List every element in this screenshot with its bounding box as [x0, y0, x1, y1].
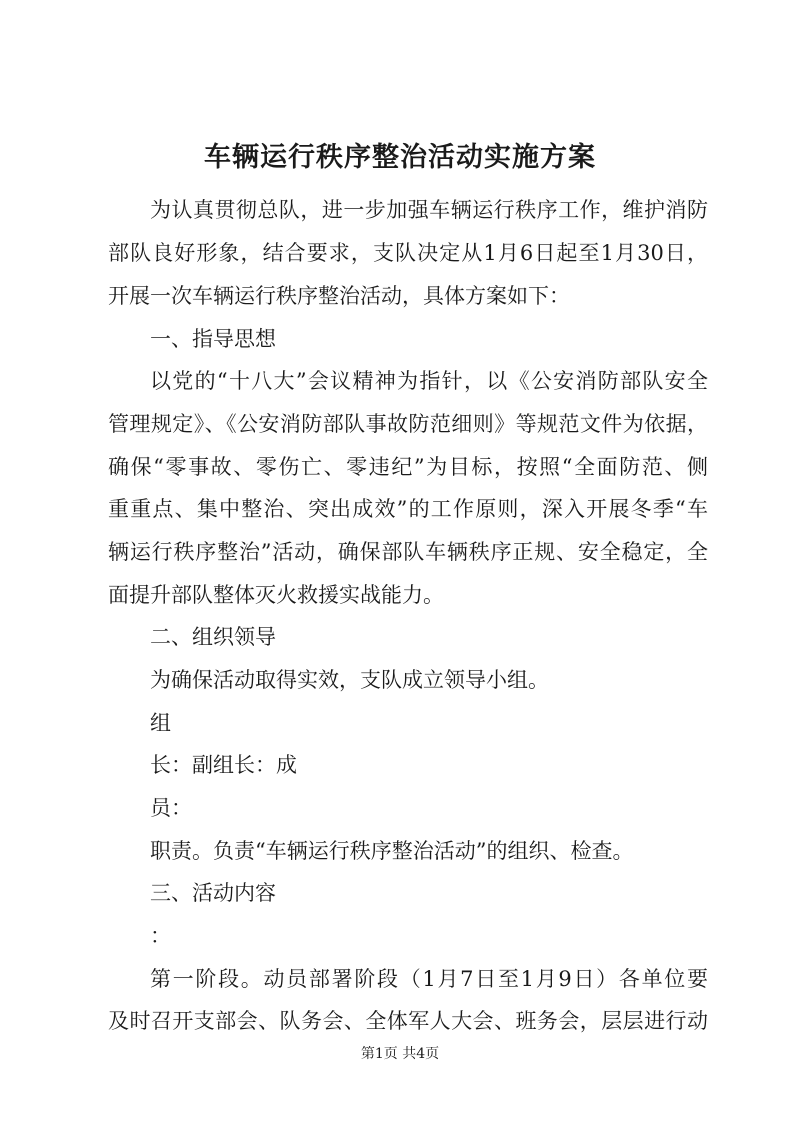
- paragraph-line: 及时召开支部会、队务会、全体军人大会、班务会，层层进行动: [108, 1009, 708, 1033]
- paragraph-line: 长：副组长：成: [150, 753, 297, 777]
- paragraph-line: 为认真贯彻总队，进一步加强车辆运行秩序工作，维护消防: [150, 198, 708, 222]
- document-title: 车辆运行秩序整治活动实施方案: [204, 142, 596, 173]
- page-footer: 第1页 共4页: [360, 1046, 440, 1062]
- paragraph-line: 重重点、集中整治、突出成效”的工作原则，深入开展冬季“车: [108, 497, 708, 521]
- paragraph-line: 职责。负责“车辆运行秩序整治活动”的组织、检查。: [150, 839, 634, 863]
- paragraph-line: 辆运行秩序整治”活动，确保部队车辆秩序正规、安全稳定，全: [108, 540, 708, 564]
- section-heading: 三、活动内容: [150, 881, 276, 905]
- paragraph-line: 为确保活动取得实效，支队成立领导小组。: [150, 668, 549, 692]
- paragraph-line: 第一阶段。动员部署阶段（1月7日至1月9日）各单位要: [150, 967, 708, 991]
- paragraph-line: 以党的“十八大”会议精神为指针，以《公安消防部队安全: [150, 369, 708, 393]
- paragraph-line: ：: [150, 924, 171, 948]
- paragraph-line: 员：: [150, 796, 192, 820]
- section-heading: 二、组织领导: [150, 625, 276, 649]
- section-heading: 一、指导思想: [150, 327, 276, 351]
- paragraph-line: 确保“零事故、零伤亡、零违纪”为目标，按照“全面防范、侧: [108, 455, 708, 479]
- paragraph-line: 管理规定》、《公安消防部队事故防范细则》等规范文件为依据，: [108, 412, 708, 436]
- paragraph-line: 面提升部队整体灭火救援实战能力。: [108, 583, 444, 607]
- paragraph-line: 组: [150, 711, 171, 735]
- paragraph-line: 开展一次车辆运行秩序整治活动，具体方案如下：: [108, 284, 570, 308]
- paragraph-line: 部队良好形象，结合要求，支队决定从1月6日起至1月30日，: [108, 241, 708, 265]
